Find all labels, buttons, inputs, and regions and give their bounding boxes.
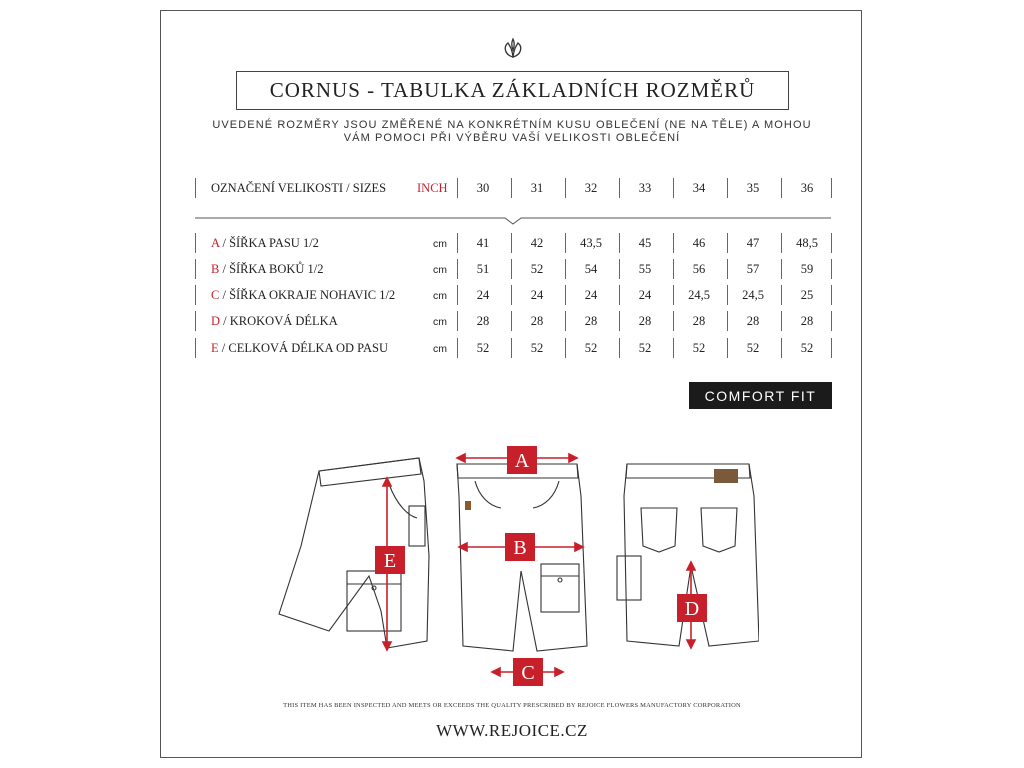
value-cell: 52 — [800, 341, 814, 355]
row-unit: cm — [433, 264, 447, 276]
column-divider — [831, 233, 832, 253]
value-cell: 52 — [692, 341, 706, 355]
label-e: E — [383, 550, 397, 572]
value-cell: 24,5 — [742, 288, 764, 302]
row-unit: cm — [433, 290, 447, 302]
column-divider — [831, 311, 832, 331]
row-letter: A — [211, 236, 220, 250]
column-divider — [195, 178, 196, 198]
row-label-text: / ŠÍŘKA BOKŮ 1/2 — [219, 262, 324, 276]
quality-disclaimer: THIS ITEM HAS BEEN INSPECTED AND MEETS OR EXCEEDS THE QUALITY PRESCRIBED BY REJOICE FLOWERS MANUFACTORY CORPORATION — [283, 702, 741, 709]
row-label — [211, 236, 319, 251]
label-a: A — [514, 450, 530, 472]
side-cargo-pocket — [347, 571, 401, 631]
size-cell: 30 — [476, 181, 490, 195]
leaf-flower-icon — [501, 37, 525, 59]
column-divider — [831, 285, 832, 305]
column-divider — [195, 285, 196, 305]
row-label-text: / ŠÍŘKA PASU 1/2 — [219, 236, 319, 250]
website-link[interactable]: WWW.REJOICE.CZ — [436, 721, 588, 740]
row-label — [211, 341, 388, 356]
value-cell: 47 — [746, 236, 760, 250]
row-unit: cm — [433, 316, 447, 328]
row-label — [211, 314, 338, 329]
value-cell: 24,5 — [688, 288, 710, 302]
value-cell: 24 — [638, 288, 652, 302]
column-divider — [195, 311, 196, 331]
fit-badge-label: COMFORT FIT — [704, 387, 817, 404]
row-unit: cm — [433, 238, 447, 250]
value-cell: 28 — [746, 314, 760, 328]
label-d: D — [684, 598, 700, 620]
header-divider — [195, 216, 831, 228]
size-cell: 36 — [800, 181, 814, 195]
column-divider — [831, 338, 832, 358]
row-unit: cm — [433, 343, 447, 355]
label-b: B — [513, 537, 527, 559]
size-chart-card — [160, 10, 862, 758]
subtitle-line-2: VÁM POMOCI PŘI VÝBĚRU VAŠÍ VELIKOSTI OBLEČENÍ — [343, 132, 681, 144]
column-divider — [195, 233, 196, 253]
value-cell: 52 — [584, 341, 598, 355]
value-cell: 28 — [638, 314, 652, 328]
value-cell: 52 — [476, 341, 490, 355]
back-cargo-pocket — [617, 556, 641, 600]
value-cell: 52 — [746, 341, 760, 355]
row-label — [211, 288, 395, 303]
value-cell: 28 — [584, 314, 598, 328]
label-c: C — [521, 662, 535, 684]
value-cell: 25 — [800, 288, 814, 302]
row-letter: D — [211, 314, 221, 328]
value-cell: 46 — [692, 236, 706, 250]
row-label-text: / ŠÍŘKA OKRAJE NOHAVIC 1/2 — [219, 288, 396, 302]
size-cell: 32 — [584, 181, 598, 195]
value-cell: 51 — [476, 262, 490, 276]
value-cell: 48,5 — [796, 236, 818, 250]
value-cell: 41 — [476, 236, 490, 250]
value-cell: 24 — [530, 288, 544, 302]
side-view-outline — [279, 458, 429, 648]
row-label-text: / KROKOVÁ DÉLKA — [220, 314, 338, 328]
value-cell: 28 — [476, 314, 490, 328]
value-cell: 28 — [800, 314, 814, 328]
row-label-text: / CELKOVÁ DÉLKA OD PASU — [218, 341, 388, 355]
table-row — [195, 285, 835, 307]
table-row — [195, 338, 835, 360]
size-cell: 35 — [746, 181, 760, 195]
fit-badge — [689, 382, 832, 409]
value-cell: 55 — [638, 262, 652, 276]
value-cell: 42 — [530, 236, 544, 250]
header-label: OZNAČENÍ VELIKOSTI / SIZES — [211, 181, 387, 195]
shorts-diagram — [269, 436, 759, 686]
row-label — [211, 262, 324, 277]
value-cell: 43,5 — [580, 236, 602, 250]
size-cell: 34 — [692, 181, 706, 195]
value-cell: 56 — [692, 262, 706, 276]
value-cell: 45 — [638, 236, 652, 250]
subtitle — [201, 119, 823, 145]
value-cell: 57 — [746, 262, 760, 276]
value-cell: 52 — [638, 341, 652, 355]
table-row — [195, 233, 835, 255]
page-title — [236, 71, 789, 110]
value-cell: 54 — [584, 262, 598, 276]
table-row — [195, 311, 835, 333]
value-cell: 52 — [530, 341, 544, 355]
row-letter: E — [211, 341, 219, 355]
column-divider — [831, 259, 832, 279]
size-cell: 31 — [530, 181, 544, 195]
row-letter: B — [211, 262, 220, 276]
column-divider — [195, 338, 196, 358]
table-header-row — [195, 178, 835, 200]
page-title-text: CORNUS - TABULKA ZÁKLADNÍCH ROZMĚRŮ — [269, 78, 756, 102]
value-cell: 59 — [800, 262, 814, 276]
row-letter: C — [211, 288, 220, 302]
size-cell: 33 — [638, 181, 652, 195]
column-divider — [831, 178, 832, 198]
table-row — [195, 259, 835, 281]
value-cell: 24 — [476, 288, 490, 302]
value-cell: 28 — [530, 314, 544, 328]
subtitle-line-1: UVEDENÉ ROZMĚRY JSOU ZMĚŘENÉ NA KONKRÉTNÍM KUSU OBLEČENÍ (NE NA TĚLE) A MOHOU — [212, 119, 812, 131]
value-cell: 28 — [692, 314, 706, 328]
column-divider — [195, 259, 196, 279]
front-cargo-pocket — [541, 564, 579, 612]
value-cell: 24 — [584, 288, 598, 302]
header-unit: INCH — [417, 181, 448, 195]
value-cell: 52 — [530, 262, 544, 276]
